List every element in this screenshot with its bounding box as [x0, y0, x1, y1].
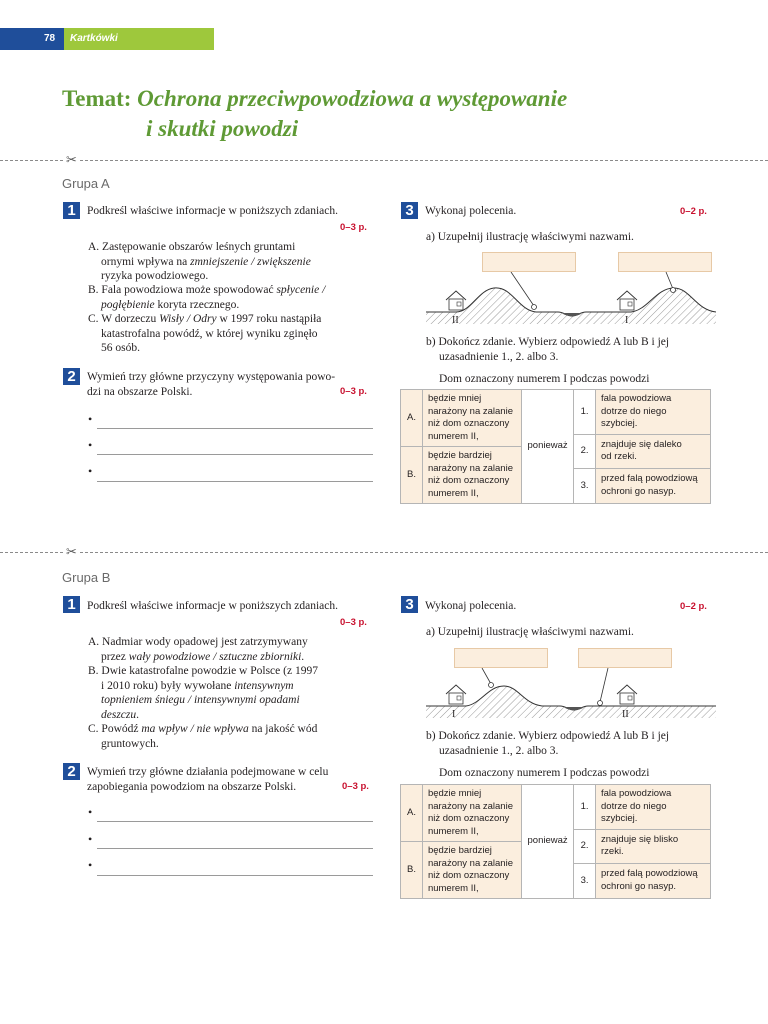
points: 0–2 p.: [680, 206, 707, 217]
bullet: •: [88, 858, 93, 872]
conjunction: ponieważ: [522, 390, 574, 504]
subtask-a: a) Uzupełnij ilustrację właściwymi nazwami.: [426, 231, 634, 243]
floodplain-illustration: [426, 272, 716, 324]
task-prompt: Wykonaj polecenia.: [425, 600, 517, 612]
cut-line: [0, 552, 768, 553]
house-label: II: [452, 315, 459, 326]
reason-number[interactable]: 3.: [574, 468, 596, 504]
task1-item-b: B. Dwie katastrofalne powodzie w Polsce (z 1997 i 2010 roku) były wywołane intensywnym topnieniem śniegu / intensywnymi opadami deszczu.: [88, 665, 318, 721]
answer-line[interactable]: [97, 428, 373, 429]
task1-item-a: A. Zastępowanie obszarów leśnych gruntami ornymi wpływa na zmniejszenie / zwiększenie ryzyka powodziowego.: [88, 241, 311, 282]
subtask-a: a) Uzupełnij ilustrację właściwymi nazwami.: [426, 626, 634, 638]
task1-item-c: C. Powódź ma wpływ / nie wpływa na jakość wód gruntowych.: [88, 723, 318, 750]
title-line1: Ochrona przeciwpowodziowa a występowanie: [137, 86, 568, 111]
house-label: I: [452, 709, 456, 720]
option-text[interactable]: będzie bardziej narażony na zalanie niż dom oznaczony numerem II,: [422, 842, 521, 899]
task-number: 2: [63, 368, 80, 385]
conjunction: ponieważ: [522, 785, 574, 899]
house-icon: [446, 291, 466, 310]
reason-text[interactable]: fala powodziowa dotrze do niego szybciej.: [596, 390, 711, 435]
points: 0–3 p.: [340, 617, 367, 628]
sentence-stem: Dom oznaczony numerem I podczas powodzi: [439, 373, 650, 385]
reason-number[interactable]: 2.: [574, 829, 596, 863]
reason-text[interactable]: znajduje się daleko od rzeki.: [596, 434, 711, 468]
option-letter[interactable]: A.: [401, 390, 423, 447]
group-b-label: Grupa B: [62, 570, 111, 585]
scissors-icon: ✂: [66, 544, 77, 559]
title-prefix: Temat:: [62, 86, 132, 111]
answer-line[interactable]: [97, 454, 373, 455]
reason-number[interactable]: 1.: [574, 390, 596, 435]
task-prompt: Wymień trzy główne działania podejmowane w celu zapobiegania powodziom na obszarze Polski.: [87, 766, 329, 793]
answer-table: [400, 389, 711, 504]
option-text[interactable]: będzie bardziej narażony na zalanie niż dom oznaczony numerem II,: [422, 447, 521, 504]
answer-line[interactable]: [97, 821, 373, 822]
house-icon: [446, 685, 466, 704]
house-label: II: [622, 709, 629, 720]
bullet: •: [88, 438, 93, 452]
points: 0–3 p.: [340, 222, 367, 233]
task-prompt: Podkreśl właściwe informacje w poniższych zdaniach.: [87, 205, 338, 217]
group-a-label: Grupa A: [62, 176, 110, 191]
reason-number[interactable]: 2.: [574, 434, 596, 468]
label-box[interactable]: [454, 648, 548, 668]
option-letter[interactable]: B.: [401, 447, 423, 504]
reason-text[interactable]: znajduje się blisko rzeki.: [596, 829, 711, 863]
reason-text[interactable]: przed falą powodziową ochroni go nasyp.: [596, 863, 711, 899]
task-number: 1: [63, 596, 80, 613]
bullet: •: [88, 412, 93, 426]
answer-table: [400, 784, 711, 899]
house-icon: [617, 291, 637, 310]
task-prompt: Wymień trzy główne przyczyny występowania powo- dzi na obszarze Polski.: [87, 371, 336, 398]
reason-number[interactable]: 3.: [574, 863, 596, 899]
bullet: •: [88, 464, 93, 478]
option-text[interactable]: będzie mniej narażony na zalanie niż dom oznaczony numerem II,: [422, 785, 521, 842]
section-label: Kartkówki: [70, 33, 118, 44]
subtask-b: b) Dokończ zdanie. Wybierz odpowiedź A lub B i jej uzasadnienie 1., 2. albo 3.: [426, 336, 670, 363]
subtask-b: b) Dokończ zdanie. Wybierz odpowiedź A lub B i jej uzasadnienie 1., 2. albo 3.: [426, 730, 670, 757]
label-box[interactable]: [578, 648, 672, 668]
label-box[interactable]: [482, 252, 576, 272]
task-number: 2: [63, 763, 80, 780]
task1-item-b: B. Fala powodziowa może spowodować spłycenie / pogłębienie koryta rzecznego.: [88, 284, 326, 311]
task-number: 3: [401, 596, 418, 613]
answer-line[interactable]: [97, 875, 373, 876]
option-letter[interactable]: A.: [401, 785, 423, 842]
house-icon: [617, 685, 637, 704]
option-letter[interactable]: B.: [401, 842, 423, 899]
points: 0–3 p.: [340, 386, 367, 397]
cut-line: [0, 160, 768, 161]
task1-item-c: C. W dorzeczu Wisły / Odry w 1997 roku nastąpiła katastrofalna powódź, w której wyniku zginęło 56 osób.: [88, 313, 322, 354]
task1-item-a: A. Nadmiar wody opadowej jest zatrzymywany przez wały powodziowe / sztuczne zbiorniki.: [88, 636, 308, 663]
scissors-icon: ✂: [66, 152, 77, 167]
sentence-stem: Dom oznaczony numerem I podczas powodzi: [439, 767, 650, 779]
task-number: 3: [401, 202, 418, 219]
house-label: I: [625, 315, 629, 326]
page-number: 78: [44, 33, 56, 44]
bullet: •: [88, 805, 93, 819]
bullet: •: [88, 832, 93, 846]
task-prompt: Podkreśl właściwe informacje w poniższych zdaniach.: [87, 600, 338, 612]
reason-text[interactable]: przed falą powodziową ochroni go nasyp.: [596, 468, 711, 504]
task-prompt: Wykonaj polecenia.: [425, 205, 517, 217]
points: 0–3 p.: [342, 781, 369, 792]
page-title: [62, 84, 567, 144]
points: 0–2 p.: [680, 601, 707, 612]
task-number: 1: [63, 202, 80, 219]
label-box[interactable]: [618, 252, 712, 272]
reason-number[interactable]: 1.: [574, 785, 596, 830]
floodplain-illustration: [426, 668, 716, 718]
option-text[interactable]: będzie mniej narażony na zalanie niż dom oznaczony numerem II,: [422, 390, 521, 447]
answer-line[interactable]: [97, 481, 373, 482]
reason-text[interactable]: fala powodziowa dotrze do niego szybciej.: [596, 785, 711, 830]
answer-line[interactable]: [97, 848, 373, 849]
title-line2: i skutki powodzi: [146, 116, 299, 141]
